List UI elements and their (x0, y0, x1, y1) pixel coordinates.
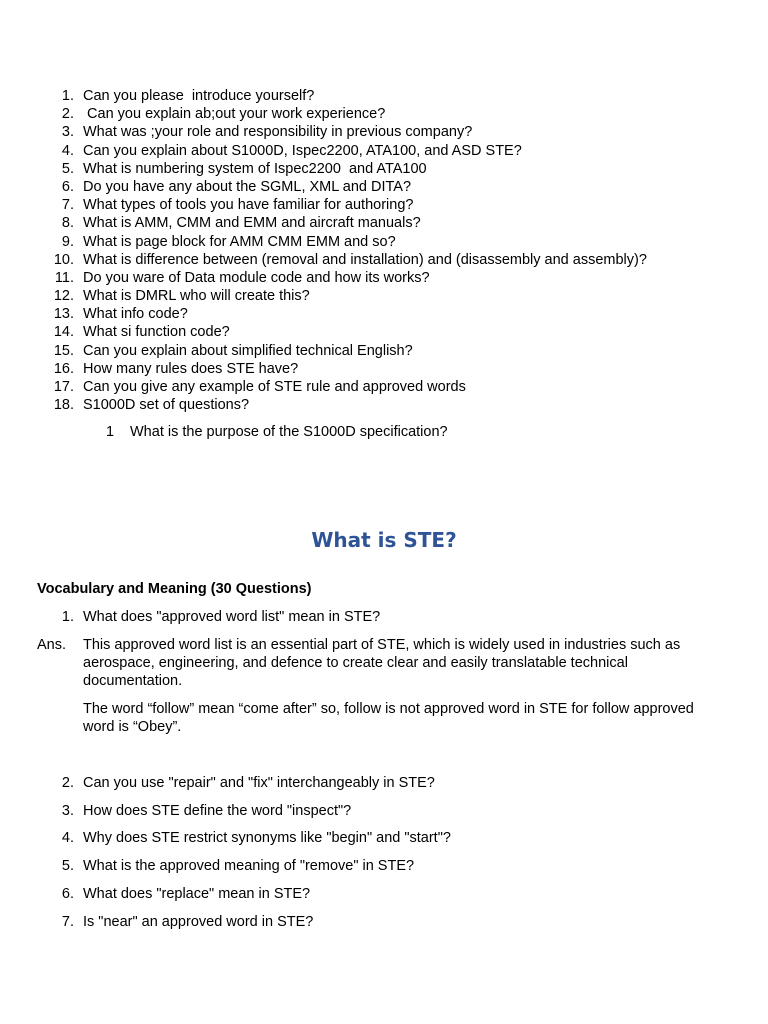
item-number: 1. (61, 88, 74, 104)
item-number: 2. (61, 775, 74, 791)
list-item (0, 214, 768, 232)
interview-question-list (0, 87, 768, 414)
item-text: What is page block for AMM CMM EMM and so? (83, 233, 396, 250)
list-item (0, 196, 768, 214)
item-text: What info code? (83, 306, 188, 323)
item-number: 7. (61, 914, 74, 930)
item-number: 4. (61, 830, 74, 846)
item-number: 3. (61, 803, 74, 819)
list-item (0, 87, 768, 105)
item-number: 14. (53, 324, 74, 341)
item-number: 1. (61, 609, 74, 625)
item-text: What does "replace" mean in STE? (83, 886, 311, 902)
item-text: Can you give any example of STE rule and approved words (83, 379, 466, 395)
item-number: 6. (61, 886, 74, 902)
list-item (0, 913, 768, 931)
item-text: Can you explain ab;out your work experience? (83, 106, 386, 123)
list-item (0, 233, 768, 251)
item-number: 10. (53, 251, 74, 268)
list-item (0, 287, 768, 305)
item-text: Do you ware of Data module code and how its works? (83, 269, 430, 286)
item-text: Do you have any about the SGML, XML and DITA? (83, 178, 412, 195)
list-item (0, 342, 768, 360)
item-number: 5. (61, 160, 74, 177)
item-text: What was ;your role and responsibility in previous company? (83, 124, 473, 141)
answer-paragraph: The word “follow” mean “come after” so, follow is not approved word in STE for follow approved word is “Obey”. (83, 701, 694, 735)
list-item (0, 105, 768, 123)
list-item (0, 885, 768, 903)
list-item (0, 123, 768, 141)
list-item (0, 774, 768, 792)
item-number: 4. (61, 142, 74, 159)
list-item (0, 142, 768, 160)
item-number: 15. (53, 342, 74, 359)
item-text: What types of tools you have familiar for authoring? (83, 197, 414, 214)
item-text: What si function code? (83, 324, 230, 341)
item-text: What is the approved meaning of "remove" in STE? (83, 858, 415, 874)
item-text: What is AMM, CMM and EMM and aircraft manuals? (83, 215, 421, 232)
item-text: What does "approved word list" mean in STE? (83, 609, 381, 625)
item-number: 12. (53, 288, 74, 305)
page-heading: What is STE? (311, 528, 457, 552)
item-number: 3. (61, 124, 74, 141)
sub-question-number: 1 (106, 424, 115, 440)
item-text: How many rules does STE have? (83, 360, 299, 377)
item-number: 6. (61, 178, 74, 195)
list-item (0, 608, 768, 626)
list-item (0, 857, 768, 875)
item-number: 8. (61, 215, 74, 232)
item-text: What is DMRL who will create this? (83, 288, 310, 305)
item-number: 17. (53, 379, 74, 395)
item-number: 18. (53, 397, 74, 414)
item-number: 16. (53, 360, 74, 377)
answer-paragraph: This approved word list is an essential part of STE, which is widely used in industries such as aerospace, engineering, and defence to create clear and easily translatable technical documentation. (83, 637, 681, 689)
item-text: What is numbering system of Ispec2200 and ATA100 (83, 160, 427, 177)
list-item (0, 396, 768, 414)
list-item (0, 802, 768, 820)
list-item (0, 360, 768, 378)
list-item (0, 378, 768, 396)
item-number: 9. (61, 233, 74, 250)
list-item (0, 160, 768, 178)
list-item (0, 269, 768, 287)
list-item (0, 305, 768, 323)
item-text: Is "near" an approved word in STE? (83, 914, 314, 930)
item-number: 11. (54, 269, 74, 286)
sub-question-text: What is the purpose of the S1000D specification? (130, 424, 448, 440)
item-number: 7. (61, 197, 74, 214)
list-item (0, 323, 768, 341)
item-text: What is difference between (removal and installation) and (disassembly and assembly)? (83, 251, 647, 268)
list-item (0, 829, 768, 847)
item-text: Can you explain about simplified technical English? (83, 342, 413, 359)
item-number: 13. (53, 306, 74, 323)
item-text: Can you explain about S1000D, Ispec2200, ATA100, and ASD STE? (83, 142, 522, 159)
section-title: Vocabulary and Meaning (30 Questions) (37, 581, 312, 597)
item-text: How does STE define the word "inspect"? (83, 803, 352, 819)
list-item (0, 178, 768, 196)
item-text: S1000D set of questions? (83, 397, 250, 414)
item-number: 5. (61, 858, 74, 874)
list-item (0, 251, 768, 269)
answer-label: Ans. (37, 637, 67, 653)
item-text: Why does STE restrict synonyms like "begin" and "start"? (83, 830, 451, 846)
item-text: Can you please introduce yourself? (83, 88, 315, 104)
item-text: Can you use "repair" and "fix" interchangeably in STE? (83, 775, 435, 791)
item-number: 2. (61, 106, 74, 123)
